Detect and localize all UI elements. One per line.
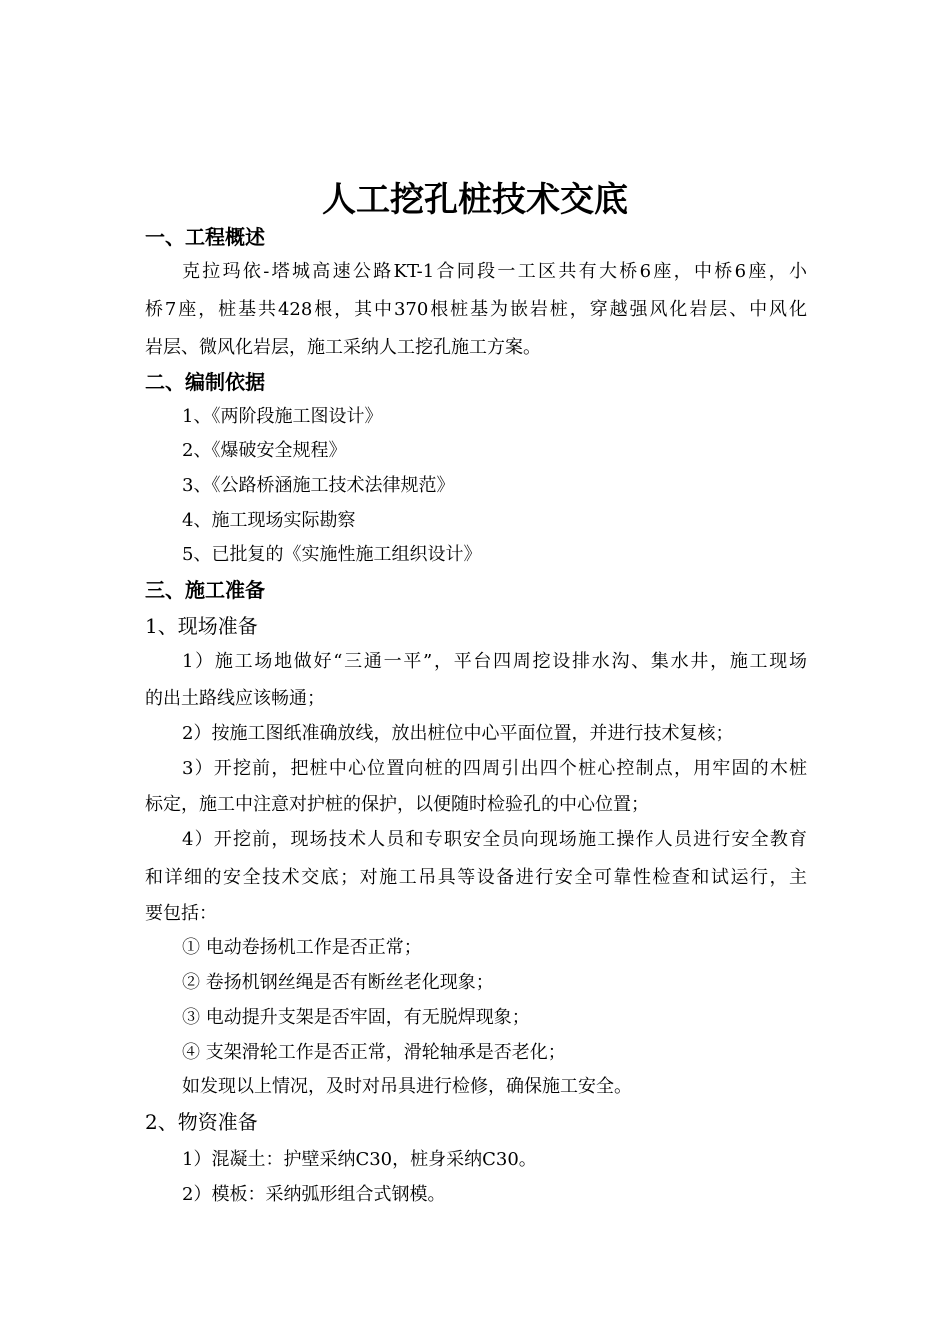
basis-item-2: 2、《爆破安全规程》 bbox=[182, 440, 347, 461]
basis-item-5: 5、已批复的《实施性施工组织设计》 bbox=[182, 544, 482, 565]
check-item-2: ② 卷扬机钢丝绳是否有断丝老化现象； bbox=[182, 972, 494, 993]
section-heading-preparation: 三、施工准备 bbox=[145, 578, 265, 602]
site-p1-line-2: 的出土路线应该畅通； bbox=[145, 688, 325, 709]
check-conclusion: 如发现以上情况，及时对吊具进行检修，确保施工安全。 bbox=[182, 1076, 632, 1097]
section-heading-basis: 二、编制依据 bbox=[145, 370, 265, 394]
overview-line-2: 桥7座，桩基共428根，其中370根桩基为嵌岩桩，穿越强风化岩层、中风化 bbox=[145, 299, 807, 320]
site-p3-line-1: 3）开挖前，把桩中心位置向桩的四周引出四个桩心控制点，用牢固的木桩 bbox=[182, 758, 807, 779]
check-item-4: ④ 支架滑轮工作是否正常，滑轮轴承是否老化； bbox=[182, 1042, 566, 1063]
site-p4-line-1: 4）开挖前，现场技术人员和专职安全员向现场施工操作人员进行安全教育 bbox=[182, 829, 807, 850]
subsection-heading-site: 1、现场准备 bbox=[145, 614, 258, 638]
site-p2-line-1: 2）按施工图纸准确放线，放出桩位中心平面位置，并进行技术复核； bbox=[182, 723, 734, 744]
materials-item-2: 2）模板：采纳弧形组合式钢模。 bbox=[182, 1184, 446, 1205]
basis-item-4: 4、施工现场实际勘察 bbox=[182, 510, 356, 531]
site-p3-line-2: 标定，施工中注意对护桩的保护，以便随时检验孔的中心位置； bbox=[145, 794, 649, 815]
site-p4-line-2: 和详细的安全技术交底；对施工吊具等设备进行安全可靠性检查和试运行，主 bbox=[145, 867, 807, 888]
basis-item-3: 3、《公路桥涵施工技术法律规范》 bbox=[182, 475, 455, 496]
materials-item-1: 1）混凝土：护壁采纳C30，桩身采纳C30。 bbox=[182, 1149, 537, 1170]
subsection-heading-materials: 2、物资准备 bbox=[145, 1110, 258, 1134]
site-p1-line-1: 1）施工场地做好“三通一平”，平台四周挖设排水沟、集水井，施工现场 bbox=[182, 651, 807, 672]
overview-line-1: 克拉玛依-塔城高速公路KT-1合同段一工区共有大桥6座，中桥6座，小 bbox=[182, 261, 807, 282]
check-item-1: ① 电动卷扬机工作是否正常； bbox=[182, 937, 422, 958]
document-title: 人工挖孔桩技术交底 bbox=[322, 180, 628, 220]
overview-line-3: 岩层、微风化岩层，施工采纳人工挖孔施工方案。 bbox=[145, 337, 541, 358]
basis-item-1: 1、《两阶段施工图设计》 bbox=[182, 406, 383, 427]
check-item-3: ③ 电动提升支架是否牢固，有无脱焊现象； bbox=[182, 1007, 530, 1028]
section-heading-overview: 一、工程概述 bbox=[145, 225, 265, 249]
site-p4-line-3: 要包括： bbox=[145, 903, 217, 924]
